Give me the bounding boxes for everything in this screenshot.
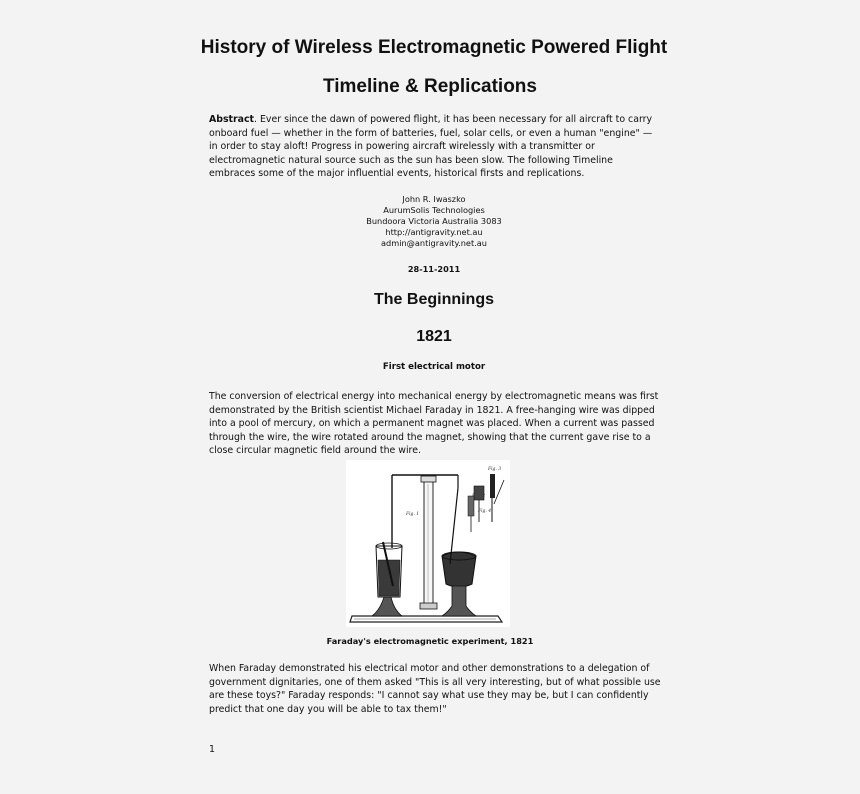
- fig-4-label: Fig. 4: [478, 509, 492, 514]
- document-title: History of Wireless Electromagnetic Powered Flight: [200, 37, 668, 58]
- year-heading: 1821: [416, 328, 452, 345]
- fig-3-label: Fig. 3: [488, 467, 502, 472]
- document-subtitle: Timeline & Replications: [323, 76, 537, 97]
- body-paragraph-1: The conversion of electrical energy into mechanical energy by electromagnetic means was first demonstrated by the British scientist Michael Faraday in 1821. A free-hanging wire was dipped into a pool of mercury, on which a permanent magnet was placed. When a current was passed through the wire, the wire rotated around the magnet, showing that the current gave rise to a close circular magnetic field around the wire.: [209, 391, 659, 456]
- fig-1-label: Fig. 1: [406, 512, 420, 517]
- author-email: admin@antigravity.net.au: [381, 238, 487, 248]
- faraday-apparatus-illustration: [346, 460, 510, 627]
- author-address: Bundoora Victoria Australia 3083: [366, 216, 502, 226]
- body-paragraph-2: When Faraday demonstrated his electrical motor and other demonstrations to a delegation of government dignitaries, one of them asked "This is all very interesting, but of what possible use are these toys?" Faraday responds: "I cannot say what use they may be, but I can confidently predict that one day you will be able to tax them!": [209, 663, 661, 715]
- abstract-text: . Ever since the dawn of powered flight, it has been necessary for all aircraft to carry onboard fuel — whether in the form of batteries, fuel, solar cells, or even a human "engine" — in order to stay aloft! Progress in powering aircraft wirelessly with a transmitter or electromagnetic natural source such as the sun has been slow. The following Timeline embraces some of the major influential events, historical firsts and replications.: [209, 114, 653, 179]
- author-block: [0, 194, 860, 249]
- author-company: AurumSolis Technologies: [383, 205, 485, 215]
- figure-caption: Faraday's electromagnetic experiment, 1821: [326, 636, 534, 646]
- author-name: John R. Iwaszko: [402, 194, 466, 204]
- abstract-paragraph: [209, 113, 661, 181]
- abstract-label: Abstract: [209, 114, 255, 125]
- faraday-experiment-figure: [346, 460, 510, 627]
- author-website: http://antigravity.net.au: [385, 227, 483, 237]
- page-number: 1: [209, 744, 215, 755]
- document-date: 28-11-2011: [407, 264, 461, 274]
- section-heading: The Beginnings: [374, 291, 494, 308]
- subheading: First electrical motor: [382, 362, 486, 372]
